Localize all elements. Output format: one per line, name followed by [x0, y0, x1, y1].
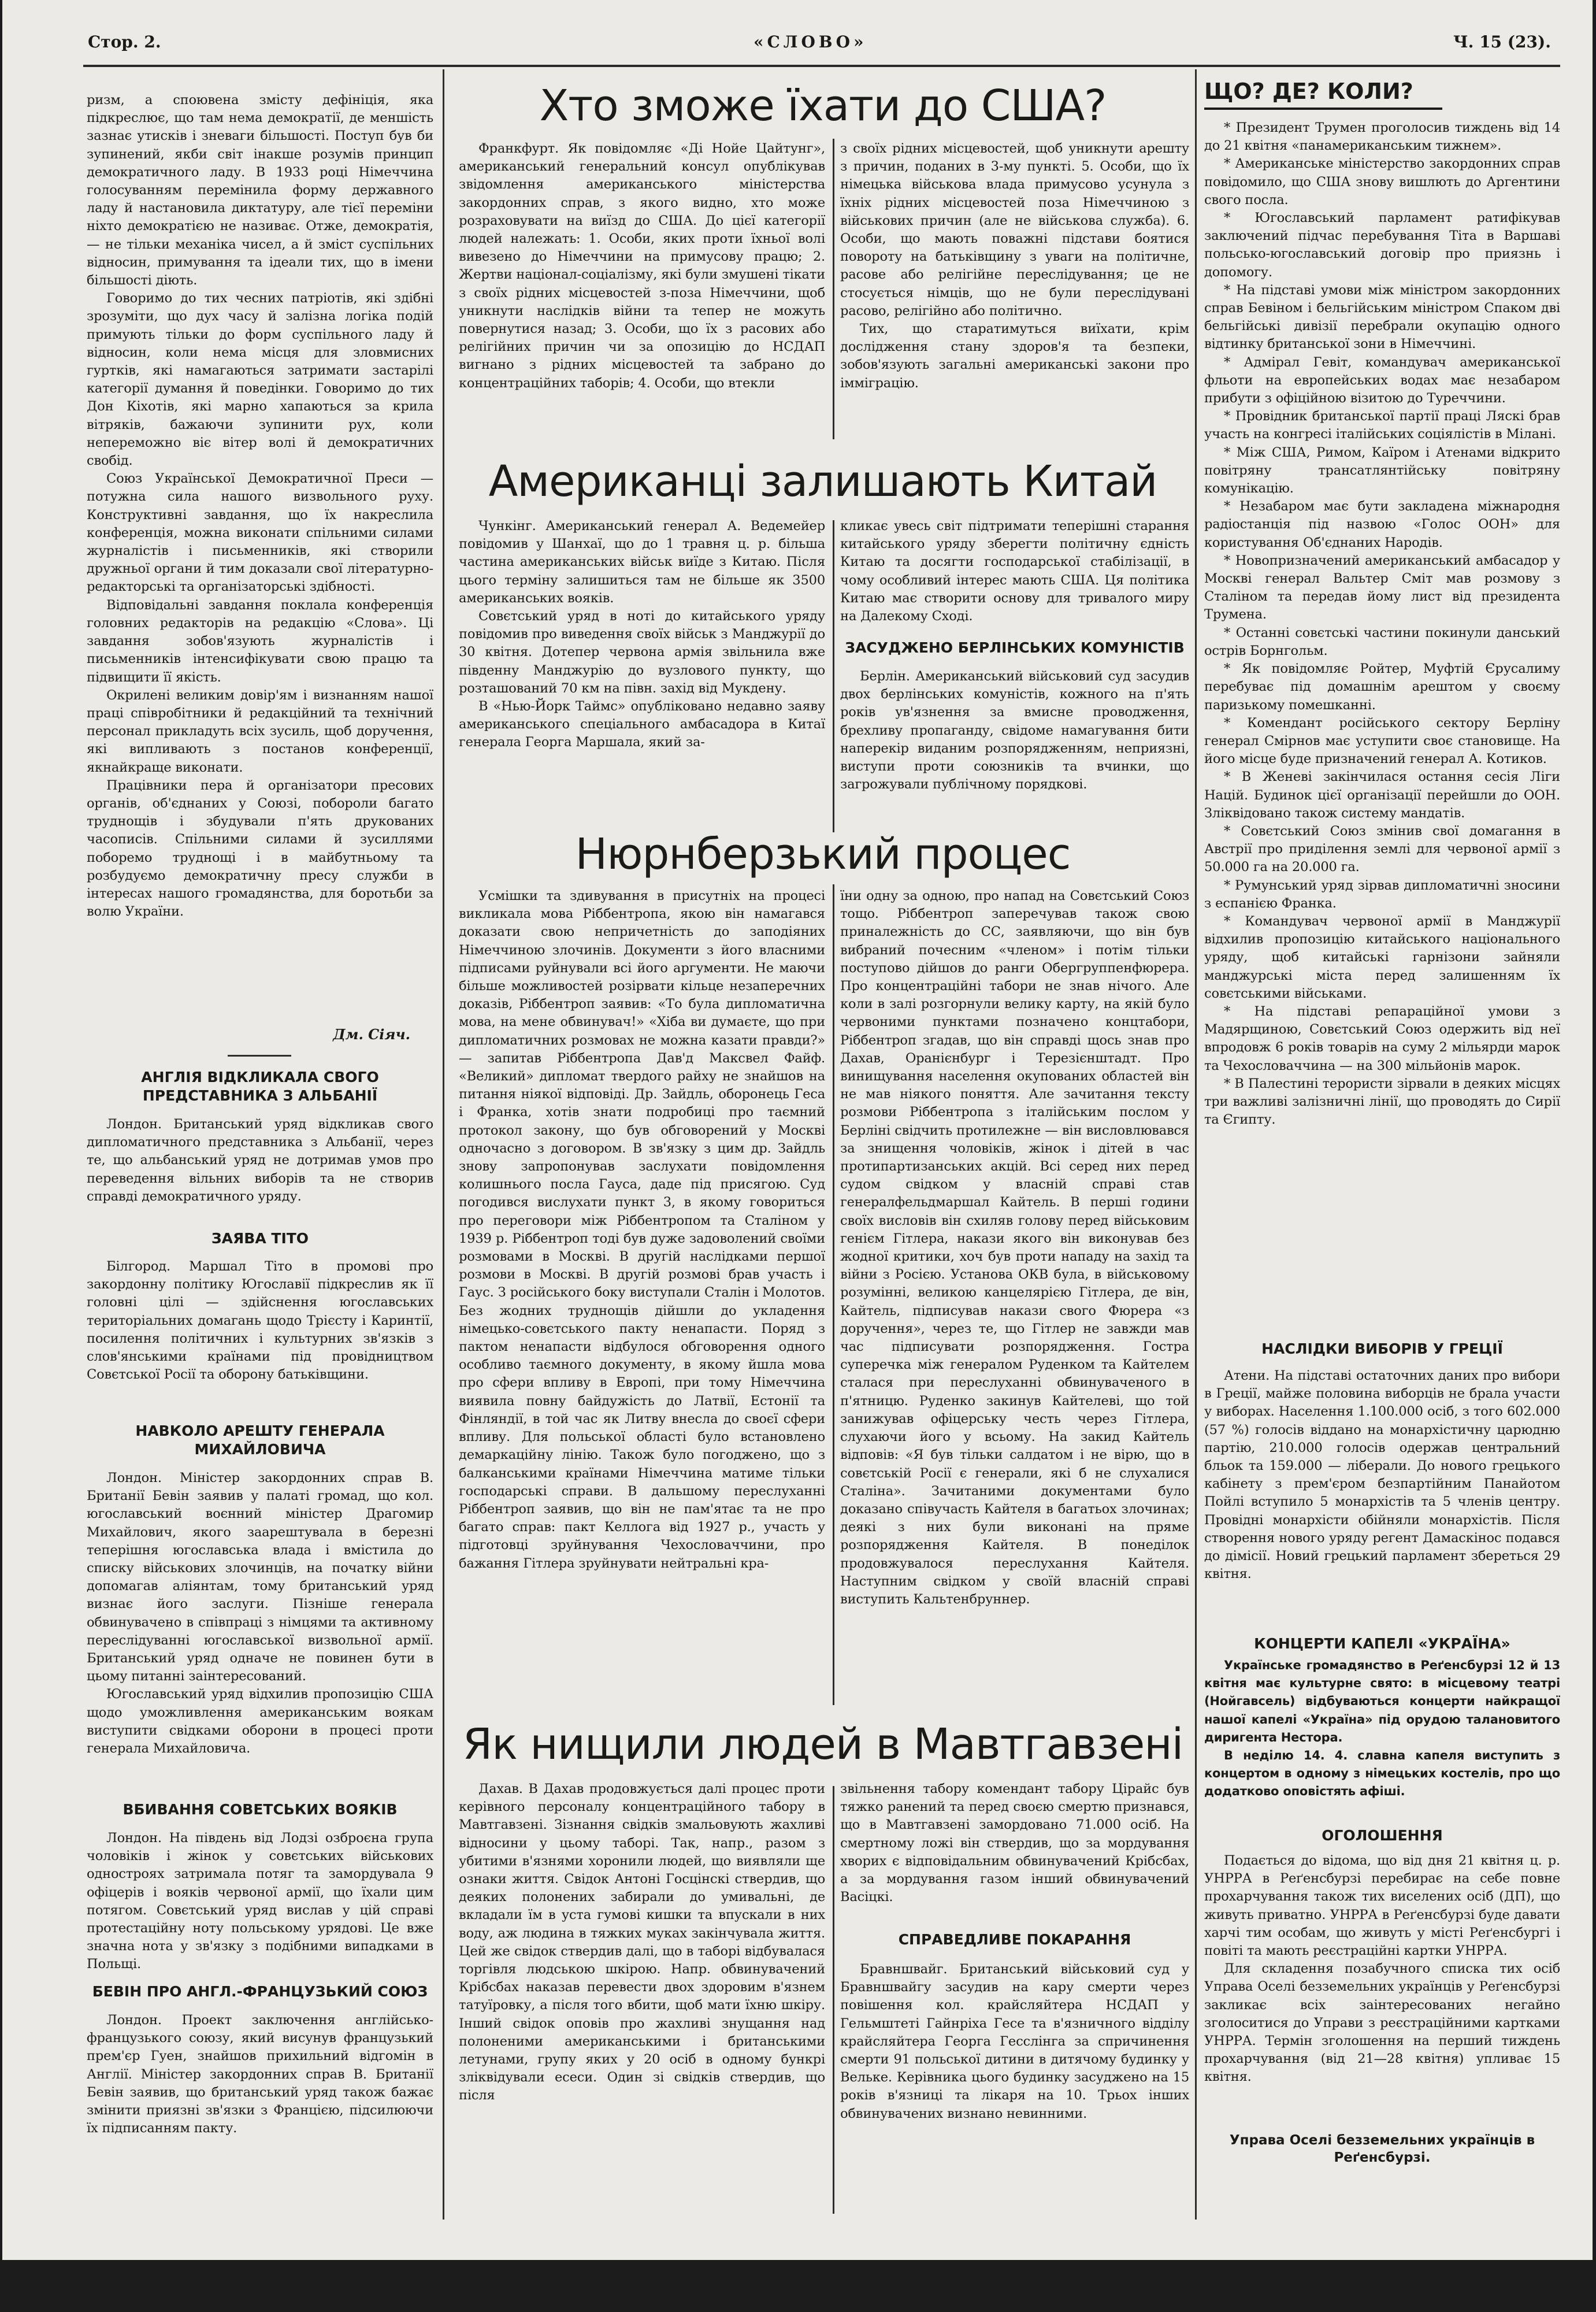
page-header — [83, 32, 1562, 61]
newspaper-page — [2, 0, 1593, 2260]
nuremberg-text-left: Усмішки та здивування в присутніх на процесі викликала мова Ріббентропа, якою він намагався доказати свою непричетність до заподіяних Німеччиною злочинів. Документи з його власними підписами руйнували всі його аргументи. Не маючи більше можливостей розірвати кільце незаперечних доказів, Ріббентроп заявив: «То була дипломатична мова, на мене обвинувач!» «Хіба ви думаєте, що при дипломатичних розмовах не можна казати правди?» — запитав Ріббентропа Дав'д Максвел Файф. «Великий» дипломат твердого райху не знайшов на питання ніякої відповіді. Др. Зайдль, оборонець Геса і Франка, хотів знати подробиці про таємний протокол закону, що був обговорений у Москві одночасно з договором. В зв'язку з цим др. Зайдль знову запропонував заслухати повідомлення колишнього посла Гауса, даде під присягою. Суд погодився вислухати пункт 3, в якому говориться про переговори між Ріббентропом та Сталіном у 1939 р. Ріббентроп тоді був дуже задоволений своїми розмовами в Москві. В другій наслідками першої розмови в Москві. В другій розмові брав участь і Гаус. З російського боку виступали Сталін і Молотов. Без жодних труднощів дійшли до укладення німецько-совєтського пакту ненапасти. Поряд з пактом ненапасти відбулося обговорення одного особливо таємного документу, в якому йшла мова про сфери впливу в Европі, при тому Німеччина виявила повну байдужість до Латвії, Естонії та Фінляндії, в той час як Литву внесла до своєї сфери впливу. Для польської області було встановлено демаркаційну лінію. Також було погоджено, що з балканськими країнами Німеччина матиме тільки господарські справи. В дальшому переслуханні Ріббентроп заявив, що він не пам'ятає та не про багато справ: пакт Келлога від 1927 р., участь у підготовці зруйнування Чехословаччини, про бажання Гітлера зруйнувати нейтральні кра- — [459, 888, 825, 1571]
column-rule-mauth — [833, 1786, 834, 2214]
news-brief-item: * Провідник британської партії праці Ляскі брав участь на конгресі італійських соціялістів в Мілані. — [1204, 409, 1560, 442]
mikhailovich-text-2: Югославський уряд відхилив пропозицію США щодо уможливлення американським вoякам виступити свідками оборони в процесі проти генерала Михайловича. — [87, 1687, 433, 1757]
column-rule-1 — [443, 69, 444, 2220]
mikhailovich-headline: НАВКОЛО АРЕШТУ ГЕНЕРАЛА МИХАЙЛОВИЧА — [135, 1422, 385, 1458]
news-brief-item: * Американське міністерство закордонних справ повідомило, що США знову вишлють до Аргентини свого посла. — [1204, 156, 1560, 208]
justice-headline: СПРАВЕДЛИВЕ ПОКАРАННЯ — [898, 1931, 1131, 1948]
header-rule — [83, 65, 1560, 67]
concert-text-1: Українське громадянство в Реґенсбурзі 12 й 13 квітня має культурне свято: в місцевому театрі (Нойгавсель) відбуваються концерти найкращої нашої капелі «Україна» під орудою талановитого диригента Нестора. — [1204, 1658, 1560, 1744]
mauthausen-text-left: Дахав. В Дахав продовжується далі процес проти керівного персоналу концентраційного табору в Мавтгавзені. Зізнання свідків змальовують жахливі відносини у цьому таборі. Так, напр., разом з убитими в'язнями хоронили людей, що виявляли ще ознаки життя. Свідок Антоні Госцінскі ствердив, що деяких полонених забирали до умивальні, де вкладали їм в уста гумові кишки та впускали в них воду, аж людина в тяжких муках закінчувала життя. Цей же свідок ствердив далі, що в таборі відбувалася торгівля людською шкірою. Напр. обвинувачений Крібсбах наказав перевести двох здоровим в'язнем татуїровку, а після того вбити, щоб мати їхню шкіру. Інший свідок оповів про жахливі знущання над полоненими американськими і британськими летунами, групу яких у 20 осіб в одному бункрі зліквідували есеси. Один зі свідків ствердив, що після — [459, 1781, 825, 2103]
issue-number: Ч. 15 (23). — [1453, 32, 1551, 51]
tito-headline: ЗАЯВА ТІТО — [211, 1230, 309, 1247]
china-text-right: кликає увесь світ підтримати теперішні старання китайського уряду зберегти політичну єдність Китаю та досягти господарської стабілізації, в чому особливий інтерес мають США. Ця політика Китаю має створити основу для тривалого миру на Далекому Сході. — [840, 518, 1189, 624]
news-brief-item: * Новопризначений американський амбасадор у Москві генерал Вальтер Сміт мав розмову з Сталіном та передав йому лист від президента Трумена. — [1204, 553, 1560, 623]
news-brief-item: * Президент Трумен проголосив тиждень від 14 до 21 квітня «панамериканським тижнем». — [1204, 120, 1560, 154]
newspaper-title: «СЛОВО» — [754, 32, 867, 51]
editorial-p4: Відповідальні завдання поклала конференція головних редакторів на редакцію «Слова». Ці завдання зобов'язують журналістів і письменників інтенсифікувати свою працю та підвищити її якість. — [87, 597, 433, 685]
news-briefs-underline — [1204, 108, 1442, 110]
column-rule-usa — [833, 139, 834, 439]
tito-article — [87, 1258, 433, 1414]
soviet-soldiers-article — [87, 1829, 433, 1974]
greece-article — [1204, 1367, 1560, 1633]
news-brief-item: * Командувач червоної армії в Манджурії відхилив пропозицію китайського національного уряду, щоб китайські гарнізони зайняли манджурські міста перед залишенням їх совєтськими військами. — [1204, 913, 1560, 1001]
china-text-left-2: Совєтський уряд в ноті до китайського уряду повідомив про виведення своїх військ з Манджурії до 30 квітня. Дотепер червона армія звільнила вже південну Манджурію до вузлового пункту, що розташований 70 км на півн. захід від Мукдену. — [459, 609, 825, 696]
news-brief-item: * В Женеві закінчилася остання сесія Ліги Націй. Будинок цієї організації перейшли до ООН. Зліквідовано також систему мандатів. — [1204, 769, 1560, 821]
soviet-soldiers-text: Лондон. На південь від Лодзі озброєна група чоловіків і жінок у совєтських військових одностроях затримала потяг та замордувала 9 офіцерів і вояків червоної армії, що їхали цим потягом. Совєтський уряд вислав у цій справі протестаційну ноту польському урядові. Це вже значна нота у зв'язку з подібними випадками в Польщі. — [87, 1831, 433, 1972]
usa-text-left: Франкфурт. Як повідомляє «Ді Нойе Цайтунг», американський генеральний консул опублікував звідомлення американського міністерства закордонних справ, з якого видно, хто може розраховувати на виїзд до США. До цієї категорії людей належать: 1. Особи, яких проти їхньої волі вивезено до Німеччини на примусову працю; 2. Жертви націонал-соціалізму, які були змушені тікати з своїх рідних місцевостей з-поза Німеччини, щоб уникнути наслідків війни та тепер не можуть повернутися назад; 3. Особи, що їх з расових або релігійних причин чи за опозицію до НСДАП вигнано з рідних місцевостей та забрано до концентраційних таборів; 4. Особи, що втекли — [459, 141, 825, 391]
column-rule-nuremberg — [833, 884, 834, 1705]
greece-headline: НАСЛІДКИ ВИБОРІВ У ГРЕЦІЇ — [1261, 1340, 1503, 1357]
news-brief-item: * Югославський парламент ратифікував заключений підчас перебування Тіта в Варшаві польсько-югославський договір про приязнь і допомогу. — [1204, 210, 1560, 280]
concert-text-2: В неділю 14. 4. славна капеля виступить з концертом в одному з німецьких костелів, про що додатково оповістять афіші. — [1204, 1748, 1560, 1799]
bevin-headline: БЕВІН ПРО АНГЛ.-ФРАНЦУЗЬКИЙ СОЮЗ — [92, 1983, 428, 2000]
news-brief-item: * Адмірал Гевіт, командувач американської фльоти на европейських водах має незабаром прибути з офіційною візитою до Туреччини. — [1204, 354, 1560, 406]
notice-text-1: Подається до відома, що від дня 21 квітня ц. р. УНРРА в Реґенсбурзі перебирає на себе повне прохарчування також тих виселених осіб (ДП), що живуть приватно. УНРРА в Реґенсбурзі буде давати харчі тим особам, що живуть у місті Реґенсбургі і повіті та мають реєстраційні картки УНРРА. — [1204, 1853, 1560, 1959]
china-article-right — [840, 517, 1189, 627]
usa-article-right — [840, 140, 1189, 440]
albania-headline: АНГЛІЯ ВІДКЛИКАЛА СВОГО ПРЕДСТАВНИКА З АЛЬБАНІЇ — [141, 1069, 379, 1104]
editorial-p1: ризм, а споювена змісту дефініція, яка підкреслює, що там нема демократії, де меншість зазнає утисків і зневаги більшості. Поступ був би зупинений, якби світ інакше розумів принцип демократичного ладу. В 1933 році Німеччина голосуванням перемінила форму державного ладу й настановила диктатуру, але тієї переміни ніхто демократією не називає. Отже, демократія, — не тільки механіка чисел, а й зміст суспільних відносин, примування та ідеали тих, що в імени більшості діють. — [87, 92, 433, 288]
berlin-headline: ЗАСУДЖЕНО БЕРЛІНСЬКИХ КОМУНІСТІВ — [845, 639, 1185, 656]
editorial-p3: Союз Української Демократичної Преси — потужна сила нашого визвольного руху. Конструктивні завдання, що їх накреслила конференція, можна виконати спільними силами журналістів і письменників, які створили дружньої органи й тим доказали свої літературно-редакторські та організаторські здібності. — [87, 471, 433, 595]
news-briefs-heading: ЩО? ДЕ? КОЛИ? — [1204, 79, 1413, 104]
concert-article — [1204, 1657, 1560, 1818]
mauthausen-article-right — [840, 1780, 1189, 1931]
usa-text-right-2: Тих, що старатимуться виїхати, крім дослідження стану здоров'я та безпеки, зобов'язують загальні американські закони про імміграцію. — [840, 321, 1189, 391]
china-headline: Американці залишають Китай — [488, 457, 1157, 506]
berlin-text: Берлін. Американський військовий суд засудив двох берлінських комуністів, кожного на п'ять років ув'язнення за вмисне проводження, брехливу пропаганду, свідоме намагування бити наперекір виданим розпорядженням, неприязні, виступи проти союзників та вчинки, що загрожували публічному порядкові. — [840, 669, 1189, 792]
notice-signature: Управа Оселі безземельних українців в Реґенсбурзі. — [1229, 2133, 1535, 2165]
editorial-signature: Дм. Сіяч. — [333, 1026, 410, 1043]
nuremberg-text-right: їни одну за одною, про напад на Совєтський Союз тощо. Ріббентроп заперечував також свою приналежність до СС, заявляючи, що він був вибраний почесним «членом» і потім тільки поступово дійшов до ранги Обергруппенфюрера. Про концентраційні табори не знав нічого. Але коли в залі розгорнули велику карту, на якій було червоними пунктами позначено концтабори, Ріббентроп згадав, що він справді щось знав про Дахав, Оранієнбург і Терезієнштадт. Про винищування населення окупованих областей він не мав ніякого поняття. Але зачитання тексту розмови Ріббентропа з італійським послом у Берліні свідчить протилежне — він висловлювався за знищення чоловіків, жінок і дітей в час протипартизанських акцій. Всі серед них перед судом свідком у власній справі став генералфельдмаршал Кайтель. В перші години своїх висловів він схиляв голову перед військовим генієм Гітлера, накази якого він виконував без жодної критики, хоч був проти нападу на захід та війни з Росією. Установа ОКВ була, в військовому розумінні, великою канцелярією Гітлера, де він, Кайтель, підписував накази свого Фюрера «з доручення», через те, що Гітлер не завжди мав час підписувати розпорядження. Гостра суперечка між генералом Руденком та Кайтелем сталася при переслуханні обвинуваченого в п'ятницю. Руденко закинув Кайтелеві, що той занижував офіцерську честь через Гітлера, слухаючи його у всьому. На закид Кайтель відповів: «Я був тільки салдатом і не вірю, що в совєтській Росії є генерали, які б не слухалися Сталіна». Зачитаними документами було доказано співучасть Кайтеля в багатьох злочинах; деякі з них були виконані на пряме розпорядження Кайтеля. В понеділок продовжувалося переслухання Кайтеля. Наступним свідком у своїй власній справі виступить Кальтенбруннер. — [840, 888, 1189, 1607]
news-brief-item: * Румунський уряд зірвав дипломатичні зносини з еспанією Франка. — [1204, 877, 1560, 911]
justice-text: Бравншвайг. Британський військовий суд у Бравншвайгу засудив на кару смерти через повішення кол. крайсляйтера НСДАП у Гельмштеті Гайнріха Гесе та в'язничного відділу крайсляйтера Георга Гесслінга за спричинення смерти 91 польської дитини в дитячому будинку у Вельке. Керівника цього будинку засуджено на 15 років в'язниці та лікаря на 10. Трьох інших обвинувачених визнано невинними. — [840, 1962, 1189, 2121]
china-text-left-1: Чункінг. Американський генерал А. Ведемейер повідомив у Шанхаї, що до 1 травня ц. р. більша частина американських військ виїде з Китаю. Після цього терміну залишиться там не більше як 3500 американських вояків. — [459, 518, 825, 606]
greece-text: Атени. На підставі остаточних даних про вибори в Греції, майже половина виборців не брала участи у виборах. Населення 1.100.000 осіб, з того 602.000 (57 %) голосів віддано на монархістичну царюдню партію, 210.000 голосів одержав центральний бльок та 159.000 — ліберали. До нового грецького кабінету з прем'єром безпартійним Панайотом Пойлі вступило 5 монархістів та 5 членів центру. Провідні монархісти обійняли монархістів. Після створення нового уряду регент Дамаскінос подався до дімісії. Новий грецький парламент збереться 29 квітня. — [1204, 1368, 1560, 1582]
news-brief-item: * Останні совєтські частини покинули данський острів Борнгольм. — [1204, 625, 1560, 658]
usa-article-left — [459, 140, 825, 429]
mauthausen-headline: Як нищили людей в Мавтгавзені — [462, 1720, 1183, 1769]
news-brief-item: * Як повідомляє Ройтер, Муфтій Єрусалиму перебуває під домашнім арештом у своєму паризькому помешканні. — [1204, 661, 1560, 713]
albania-text: Лондон. Британський уряд відкликав свого дипломатичного представника з Альбанії, через те, що альбанський уряд не дотримав умов про переведення вільних виборів та не створив справді демократичного уряду. — [87, 1117, 433, 1204]
nuremberg-headline: Нюрнберзький процес — [575, 829, 1071, 879]
news-brief-item: * На підставі умови між міністром закордонних справ Бевіном і бельгійським міністром Спаком дві бельгійські дивізії перебрали окупацію одного відтинку британської зони в Німеччині. — [1204, 282, 1560, 352]
bevin-article — [87, 2011, 433, 2156]
editorial-p2: Говоримо до тих чесних патріотів, які здібні зрозуміти, що дух часу й залізна логіка подій примують тільки до форм суспільного ладу й відносин, коли нема місця для зловмисних гуртків, які намагаються затримати застарілі категорії думання й поведінки. Говоримо до тих Дон Кіхотів, які марно хапаються за крила вітряків, бажаючи зупинити рух, коли непереможно віє вітер волі й демократичних свобід. — [87, 291, 433, 469]
soviet-soldiers-headline: ВБИВАННЯ СОВЕТСЬКИХ ВОЯКІВ — [123, 1801, 398, 1818]
justice-article — [840, 1961, 1189, 2215]
usa-text-right: з своїх рідних місцевостей, щоб уникнути арешту з причин, поданих в 3-му пункті. 5. Особи, що їх німецька військова влада примусово усунула з їхніх рідних місцевостей поза Німеччиною з військових причин (але не військова служба). 6. Особи, що мають поважні підстави боятися повороту на батьківщину з уваги на політичне, расове або релігійне переслідування; це не стосується німців, що не були переслідувані расово, релігійно або політично. — [840, 141, 1189, 318]
mauthausen-article-left — [459, 1780, 825, 2208]
albania-article — [87, 1116, 433, 1225]
news-brief-item: * Між США, Римом, Каїром і Атенами відкрито повітряну трансатлянтійську повітряну комунікацію. — [1204, 444, 1560, 497]
mikhailovich-text-1: Лондон. Міністер закордонних справ В. Британії Бевін заявив у палаті громад, що кол. югославський воєнний міністер Драгомир Михайлович, якого заарештувала в березні теперішня югославська влада і вмістила до списку військових злочинців, на початку війни допомагав аліянтам, тому британський уряд визнає його заслуги. Пізніше генерала обвинувачено в співпраці з німцями та активному переслідуванні югославської визвольної армії. Британський уряд одначе не повинен бути в цьому питанні заінтересований. — [87, 1470, 433, 1684]
berlin-article — [840, 668, 1189, 829]
column-rule-2 — [1195, 69, 1197, 2220]
china-text-left-3: В «Нью-Йорк Таймс» опубліковано недавно заяву американського спеціального амбасадора в Китаї генерала Георга Маршала, який за- — [459, 699, 825, 750]
column-rule-china — [833, 520, 834, 832]
tito-text: Білгород. Маршал Тіто в промові про закордонну політику Югославії підкреслив як її головні цілі — здійснення югославських територіальних домагань щодо Трієсту і Каринтії, посилення політичних і культурних зв'язків з слов'янськими країнами під провідництвом Совєтської Росії та оборону батьківщини. — [87, 1259, 433, 1383]
editorial-p5: Окрилені великим довір'ям і визнанням нашої праці співробітники й редакційний та технічний персонал прикладуть всіх зусиль, щоб доручення, які випливають з постанов конференції, якнайкраще виконати. — [87, 687, 433, 775]
news-brief-item: * В Палестині терористи зірвали в деяких місцях три важливі залізничні лінії, що проводять до Сирії та Єгипту. — [1204, 1076, 1560, 1128]
news-briefs-list — [1204, 119, 1560, 1336]
editorial-p6: Працівники пера й організатори пресових органів, об'єднаних у Союзі, побороли багато труднощів і збудували п'ять друкованих часописів. Спільними силами й зусиллями поборемо труднощі і в майбутньому та розбудуємо демократичну пресу служби в інтересах нашого громадянства, для боротьби за волю України. — [87, 777, 433, 920]
concert-headline: КОНЦЕРТИ КАПЕЛІ «УКРАЇНА» — [1254, 1635, 1510, 1652]
china-article-left — [459, 517, 825, 818]
news-brief-item: * Совєтський Союз змінив свої домагання в Австрії про приділення землі для червоної армії з 50.000 га на 20.000 га. — [1204, 823, 1560, 875]
bevin-text: Лондон. Проект заключення англійсько-французького союзу, який висунув французький прем'єр Гуен, знайшов прихильний відгомін в Англії. Міністер закордонних справ В. Британії Бевін заявив, що британський уряд також бажає змінити приязні зв'язки з Францією, підсилюючи їх підписанням пакту. — [87, 2013, 433, 2136]
news-brief-item: * Незабаром має бути закладена міжнародня радіостанція під назвою «Голос ООН» для користування Об'єднаних Народів. — [1204, 499, 1560, 550]
nuremberg-article-right — [840, 887, 1189, 1702]
mikhailovich-article — [87, 1469, 433, 1793]
nuremberg-article-left — [459, 887, 825, 1702]
editorial-end-rule — [228, 1055, 291, 1057]
news-brief-item: * На підставі репараційної умови з Мадярщиною, Совєтський Союз одержить від неї впродовж 6 років товарів на суму 2 мільярди марок та Чехословаччина — на 300 мільйонів марок. — [1204, 1003, 1560, 1073]
notice-text-2: Для складення позабучного списка тих осіб Управа Оселі безземельних українців у Реґенсбурзі закликає всіх заінтересованих негайно зголоситися до Управи з реєстраційними картками УНРРА. Термін зголошення на перший тиждень прохарчування (від 21—28 квітня) упливає 15 квітня. — [1204, 1961, 1560, 2085]
page-number: Стор. 2. — [88, 32, 161, 51]
scan-border — [0, 2260, 1596, 2312]
notice-article — [1204, 1852, 1560, 2129]
mauthausen-text-right: звільнення табору комендант табору Цірайс був тяжко ранений та перед своєю смертю признався, що в Мавтгавзені замордовано 71.000 осіб. На смертному ложі він ствердив, що за мордування хворих є відповідальним обвинувачений Крібсбах, а за мордування газом інший обвинувачений Васіцкі. — [840, 1781, 1189, 1905]
notice-headline: ОГОЛОШЕННЯ — [1322, 1827, 1443, 1844]
editorial-article — [87, 91, 433, 1019]
news-brief-item: * Комендант російського сектору Берліну генерал Смірнов має уступити своє становище. На його місце буде призначений генерал А. Котиков. — [1204, 715, 1560, 767]
usa-headline: Хто зможе їхати до США? — [539, 81, 1107, 131]
